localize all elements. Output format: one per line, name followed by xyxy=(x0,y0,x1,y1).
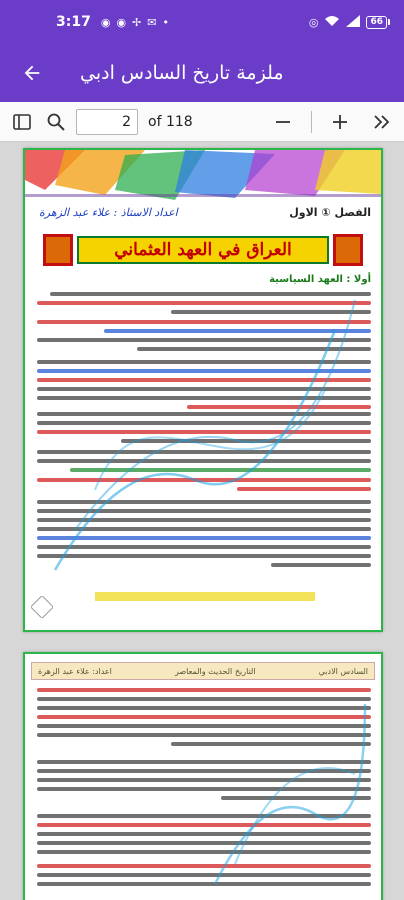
plus-icon xyxy=(332,114,348,130)
notification-icons xyxy=(101,16,169,29)
hotspot-icon: ◎ xyxy=(308,15,319,29)
text-paragraph xyxy=(37,864,371,891)
header-grade: السادس الادبي xyxy=(318,666,368,676)
pdf-toolbar xyxy=(0,102,404,142)
minus-icon xyxy=(275,114,291,130)
seal-icon xyxy=(31,596,53,618)
header-subject: التاريخ الحديث والمعاصر xyxy=(174,666,256,676)
zoom-in-button[interactable] xyxy=(326,108,354,136)
page-footer xyxy=(95,592,315,601)
toolbar-divider xyxy=(311,111,312,133)
text-paragraph xyxy=(37,360,371,414)
text-paragraph xyxy=(37,760,371,805)
pdf-page-1 xyxy=(23,148,383,632)
dot-icon: • xyxy=(162,15,169,29)
text-paragraph xyxy=(37,320,371,338)
whatsapp-icon: ◉ xyxy=(116,15,127,29)
text-paragraph xyxy=(37,292,371,319)
app-title: ملزمة تاريخ السادس ادبي xyxy=(80,62,284,84)
search-icon xyxy=(47,113,65,131)
app-bar xyxy=(0,44,404,102)
page-total: of 118 xyxy=(148,113,193,130)
wifi-icon xyxy=(324,15,340,30)
back-button[interactable] xyxy=(12,53,52,93)
whatsapp-icon: ◉ xyxy=(100,15,111,29)
mail-icon: ✉ xyxy=(147,15,157,29)
section-heading: أولا : العهد السياسية xyxy=(269,274,371,285)
text-paragraph xyxy=(37,450,371,477)
battery-icon xyxy=(366,16,390,29)
document-viewer[interactable] xyxy=(0,142,404,900)
battery-level: 66 xyxy=(366,16,387,29)
status-bar xyxy=(0,0,404,44)
author-line: اعداد الاستاذ : علاء عبد الزهرة xyxy=(39,206,178,219)
text-paragraph xyxy=(37,688,371,751)
text-paragraph xyxy=(37,478,371,496)
zoom-out-button[interactable] xyxy=(269,108,297,136)
page-header xyxy=(31,662,375,680)
search-button[interactable] xyxy=(42,108,70,136)
status-time: 3:17 xyxy=(56,14,91,30)
fan-icon: ✢ xyxy=(132,15,142,29)
chapter-label: الفصل ① الاول xyxy=(289,206,371,219)
text-paragraph xyxy=(37,412,371,448)
more-tools-button[interactable] xyxy=(368,108,396,136)
text-paragraph xyxy=(37,500,371,572)
header-author: اعداد: علاء عبد الزهرة xyxy=(38,666,112,676)
pdf-page-2 xyxy=(23,652,383,900)
text-paragraph xyxy=(37,814,371,859)
sidebar-toggle-button[interactable] xyxy=(8,108,36,136)
arrow-left-icon xyxy=(21,62,43,84)
signal-icon xyxy=(346,15,360,30)
status-right xyxy=(309,15,390,30)
page-number-input[interactable] xyxy=(76,109,138,135)
text-paragraph xyxy=(37,338,371,356)
chevrons-right-icon xyxy=(373,114,391,130)
sidebar-icon xyxy=(13,114,31,130)
main-heading: العراق في العهد العثماني xyxy=(77,236,329,264)
